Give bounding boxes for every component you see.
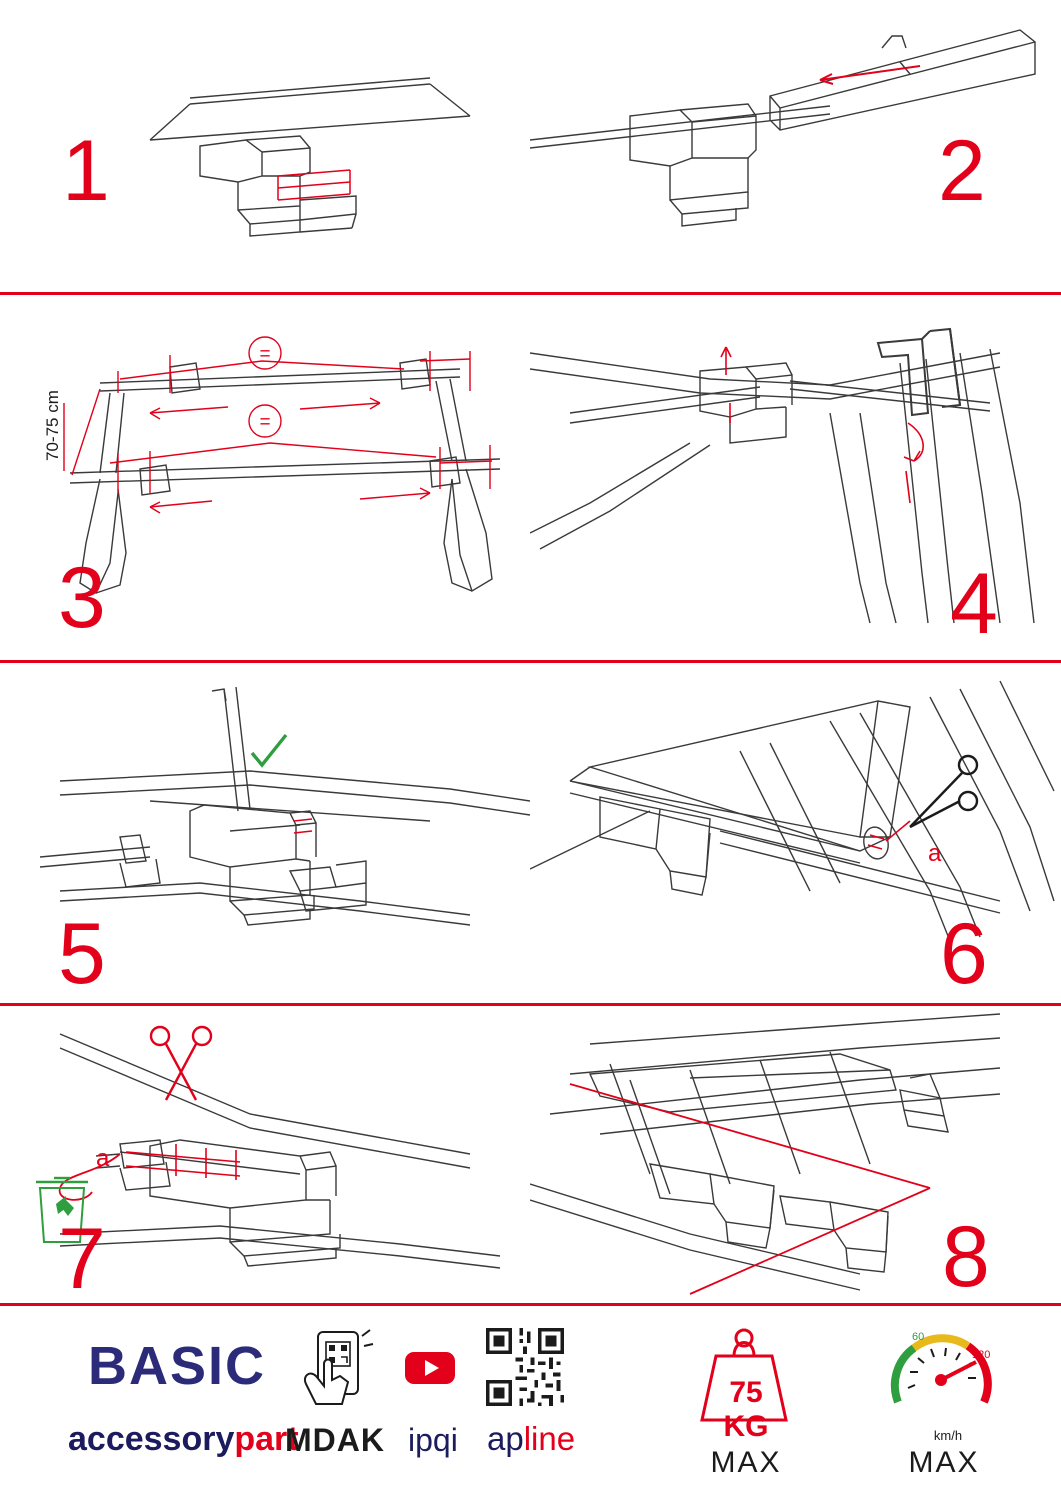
step-4-panel: [530, 293, 1061, 660]
divider-4: [0, 1303, 1061, 1306]
svg-text:60: 60: [912, 1331, 925, 1343]
youtube-icon[interactable]: [404, 1348, 456, 1388]
step-1-number: 1: [62, 123, 110, 219]
brand-line-text: line: [523, 1420, 576, 1457]
distance-label: 70-75 cm: [43, 390, 62, 461]
brand-ap-text: ap: [487, 1420, 524, 1457]
equal-sign-bottom: =: [259, 412, 271, 433]
step-8-number: 8: [942, 1209, 990, 1303]
brand-accessorypart: [68, 1420, 299, 1459]
scissors-icon-2: [151, 1027, 211, 1100]
brand-part-text: part: [234, 1420, 299, 1458]
brand-ipqi: ipqi: [408, 1422, 458, 1458]
brand-accessory-text: accessory: [68, 1420, 235, 1458]
max-load-value: 75 KG: [723, 1376, 769, 1443]
qr-code-icon: [486, 1328, 564, 1406]
step-2-panel: [530, 0, 1061, 292]
scan-qr-hand-icon: [300, 1328, 386, 1414]
check-mark-icon: [252, 735, 286, 765]
step-5-panel: [0, 661, 530, 1003]
step-1-panel: [0, 0, 530, 292]
footer-brand-row: [0, 1310, 1061, 1500]
brand-basic-logo: BASIC: [88, 1336, 267, 1396]
part-label-a-2: a: [96, 1145, 110, 1172]
step-3-number: 3: [58, 550, 106, 646]
svg-text:120: 120: [972, 1349, 991, 1361]
brand-apline: [487, 1420, 575, 1458]
max-speed-caption: MAX: [908, 1446, 980, 1479]
brand-mdak: MDAK: [285, 1422, 385, 1458]
max-load-caption: MAX: [710, 1446, 782, 1479]
step-5-number: 5: [58, 906, 106, 1002]
step-8-panel: [530, 1004, 1061, 1303]
step-4-number: 4: [950, 556, 998, 652]
max-speed-gauge-icon: [884, 1318, 1000, 1428]
step-6-number: 6: [940, 906, 988, 1002]
step-2-number: 2: [938, 123, 986, 219]
step-6-panel: [530, 661, 1061, 1003]
max-speed-unit: km/h: [933, 1428, 963, 1443]
step-7-panel: [0, 1004, 530, 1303]
step-7-number: 7: [58, 1211, 106, 1303]
equal-sign-top: =: [259, 344, 271, 365]
step-3-panel: [0, 293, 530, 660]
part-label-a: a: [928, 840, 942, 867]
